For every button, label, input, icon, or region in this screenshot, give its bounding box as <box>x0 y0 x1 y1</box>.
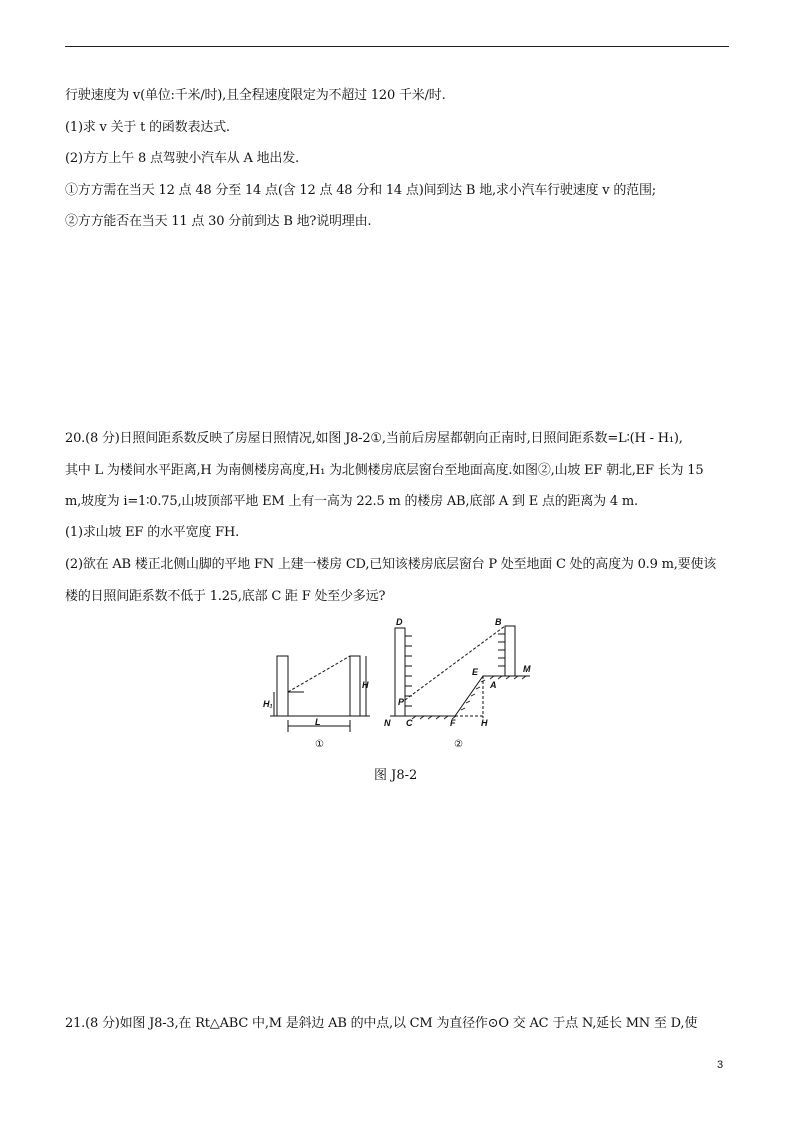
fig2-number: ② <box>454 739 463 750</box>
fig2-label-f: F <box>450 718 456 728</box>
text-line-1: 行驶速度为 v(单位:千米/时),且全程速度限定为不超过 120 千米/时. <box>65 88 446 103</box>
text-line-3: (2)方方上午 8 点驾驶小汽车从 A 地出发. <box>65 151 299 166</box>
fig2-label-m: M <box>523 664 531 674</box>
problem-20-line-4: (1)求山坡 EF 的水平宽度 FH. <box>65 525 240 540</box>
fig1-label-h1: H₁ <box>263 699 273 709</box>
fig1-label-l: L <box>315 717 321 727</box>
fig1-number: ① <box>315 739 324 750</box>
problem-20-line-6: 楼的日照间距系数不低于 1.25,底部 C 距 F 处至少多远? <box>65 589 386 604</box>
problem-20-line-5: (2)欲在 AB 楼正北侧山脚的平地 FN 上建一楼房 CD,已知该楼房底层窗台 P 处至地面 C 处的高度为 0.9 m,要使该 <box>65 557 717 572</box>
text-line-4: ①方方需在当天 12 点 48 分至 14 点(含 12 点 48 分和 14 点)间到达 B 地,求小汽车行驶速度 v 的范围; <box>65 183 656 198</box>
figure-j8-2 <box>250 616 550 756</box>
figure-caption: 图 J8-2 <box>374 768 418 783</box>
fig2-label-a: A <box>490 680 497 690</box>
text-line-5: ②方方能否在当天 11 点 30 分前到达 B 地?说明理由. <box>65 214 372 229</box>
fig2-label-e: E <box>472 667 479 677</box>
fig2-label-h: H <box>481 718 488 728</box>
figure-2 <box>384 617 531 750</box>
problem-21-line-1: 21.(8 分)如图 J8-3,在 Rt△ABC 中,M 是斜边 AB 的中点,以 CM 为直径作⊙O 交 AC 于点 N,延长 MN 至 D,使 <box>65 1016 698 1031</box>
problem-20-line-1: 20.(8 分)日照间距系数反映了房屋日照情况,如图 J8-2①,当前后房屋都朝向正南时,日照间距系数=L∶(H - H₁), <box>65 431 683 446</box>
page-number: 3 <box>717 1059 724 1071</box>
fig2-label-c: C <box>406 718 413 728</box>
text-line-2: (1)求 v 关于 t 的函数表达式. <box>65 120 230 135</box>
fig2-label-p: P <box>398 697 405 707</box>
fig1-label-h: H <box>362 680 369 690</box>
figure-1 <box>263 656 370 750</box>
problem-20-line-2: 其中 L 为楼间水平距离,H 为南侧楼房高度,H₁ 为北侧楼房底层窗台至地面高度.如图②,山坡 EF 朝北,EF 长为 15 <box>65 463 704 478</box>
problem-20-line-3: m,坡度为 i=1∶0.75,山坡顶部平地 EM 上有一高为 22.5 m 的楼房 AB,底部 A 到 E 点的距离为 4 m. <box>65 494 638 509</box>
fig2-label-d: D <box>396 617 403 627</box>
fig2-label-n: N <box>384 718 391 728</box>
header-rule <box>65 46 729 47</box>
fig2-label-b: B <box>495 617 502 627</box>
